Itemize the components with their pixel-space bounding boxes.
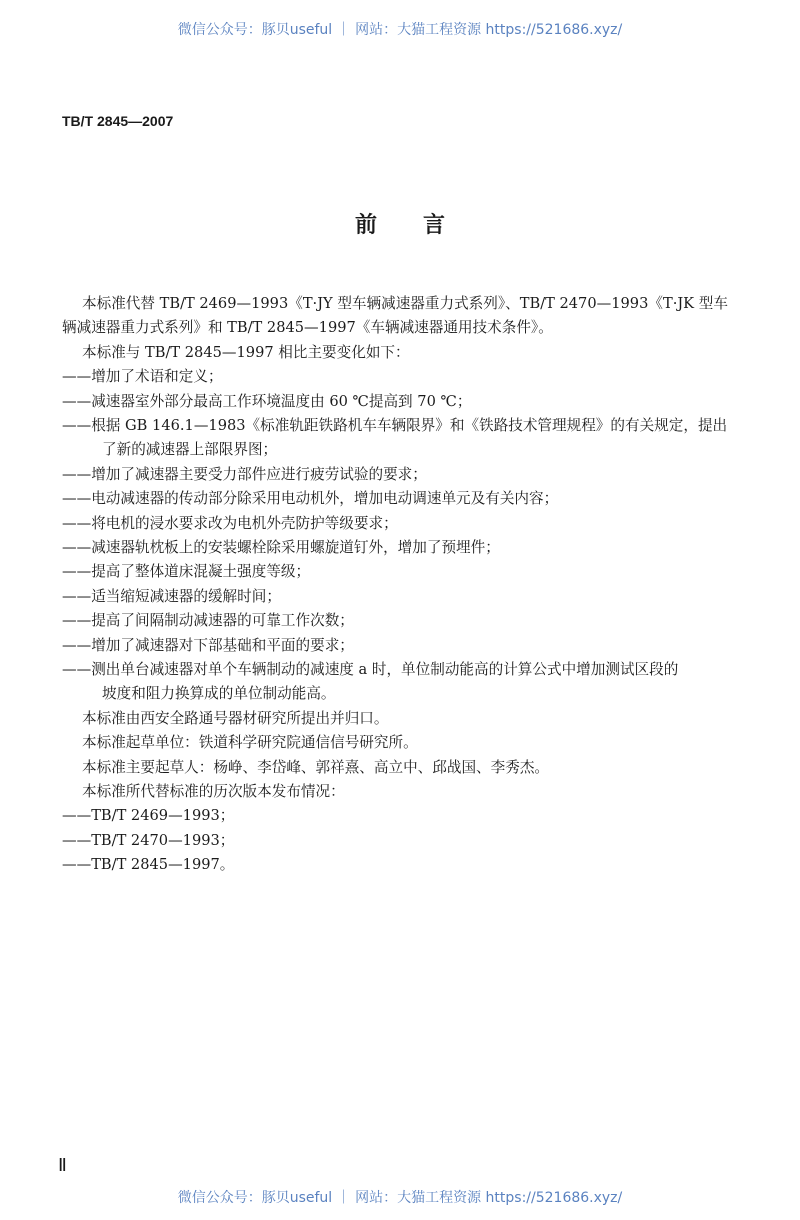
list-item-line: ——TB/T 2470—1993； xyxy=(62,831,235,849)
watermark-top: 微信公众号：豚贝useful ｜ 网站：大猫工程资源 https://521686.xyz/ xyxy=(177,22,623,38)
list-item-line: ——提高了整体道床混凝土强度等级； xyxy=(62,563,311,581)
list-item-line: ——根据 GB 146.1—1983《标准轨距铁路机车车辆限界》和《铁路技术管理规程》的有关规定，提出 xyxy=(62,417,728,434)
page-title: 前言 xyxy=(354,213,491,238)
list-item-line: ——增加了术语和定义； xyxy=(62,368,223,386)
page-number: Ⅱ xyxy=(58,1155,67,1175)
paragraph-line: 本标准主要起草人：杨峥、李岱峰、郭祥熹、高立中、邱战国、李秀杰。 xyxy=(82,758,550,776)
list-item-line: ——增加了减速器对下部基础和平面的要求； xyxy=(62,636,354,654)
list-item-line: ——将电机的浸水要求改为电机外壳防护等级要求； xyxy=(62,514,398,532)
paragraph-line: 本标准所代替标准的历次版本发布情况： xyxy=(82,783,345,800)
paragraph-line: 本标准由西安全路通号器材研究所提出并归口。 xyxy=(82,709,389,727)
list-item-line: ——提高了间隔制动减速器的可靠工作次数； xyxy=(62,612,354,630)
list-item-line: ——TB/T 2845—1997。 xyxy=(62,856,235,874)
list-item-line: ——减速器室外部分最高工作环境温度由 60 ℃提高到 70 ℃； xyxy=(62,392,472,410)
paragraph-line: 本标准起草单位：铁道科学研究院通信信号研究所。 xyxy=(82,734,418,752)
list-item-line: ——增加了减速器主要受力部件应进行疲劳试验的要求； xyxy=(62,465,427,483)
list-item-line: ——TB/T 2469—1993； xyxy=(62,807,235,825)
list-item-line: ——测出单台减速器对单个车辆制动的减速度 a 时，单位制动能高的计算公式中增加测试区段的 xyxy=(62,661,679,678)
paragraph-line: 本标准与 TB/T 2845—1997 相比主要变化如下： xyxy=(82,343,410,361)
standard-number: TB/T 2845—2007 xyxy=(62,113,174,129)
list-item-line: 坡度和阻力换算成的单位制动能高。 xyxy=(102,685,336,703)
list-item-line: ——减速器轨枕板上的安装螺栓除采用螺旋道钉外，增加了预埋件； xyxy=(62,539,500,556)
watermark-bottom: 微信公众号：豚贝useful ｜ 网站：大猫工程资源 https://521686.xyz/ xyxy=(177,1190,623,1206)
list-item-line: ——适当缩短减速器的缓解时间； xyxy=(62,587,281,605)
list-item-line: 了新的减速器上部限界图； xyxy=(102,441,278,459)
list-item-line: ——电动减速器的传动部分除采用电动机外，增加电动调速单元及有关内容； xyxy=(62,490,559,508)
paragraph-line: 辆减速器重力式系列》和 TB/T 2845—1997《车辆减速器通用技术条件》。 xyxy=(62,319,553,337)
paragraph-line: 本标准代替 TB/T 2469—1993《T·JY 型车辆减速器重力式系列》、TB/T 2470—1993《T·JK 型车 xyxy=(82,295,728,312)
